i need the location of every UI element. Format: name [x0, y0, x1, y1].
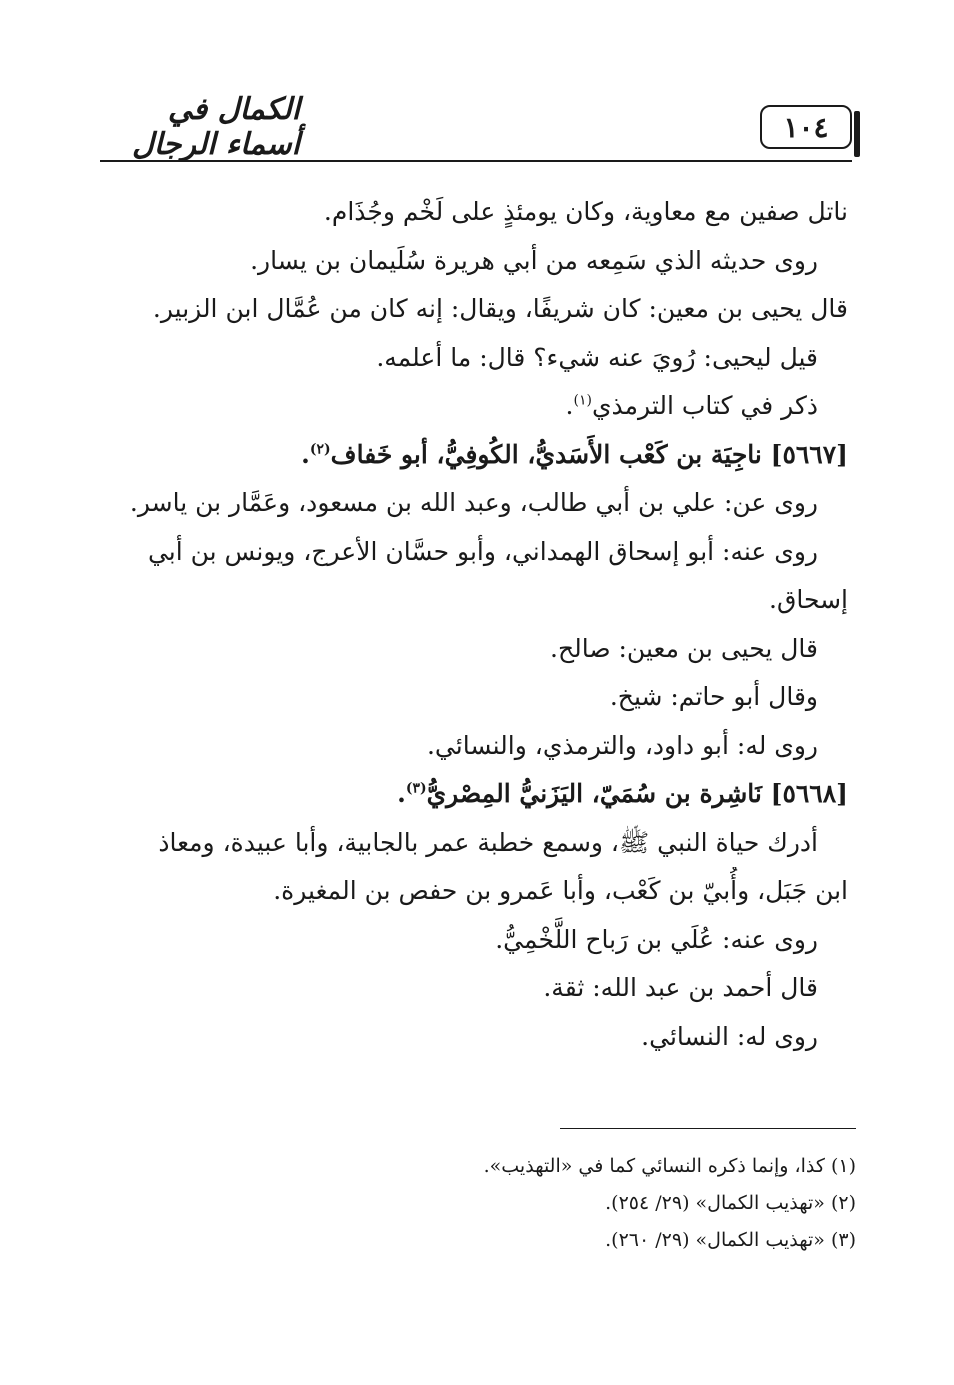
footnote: (٣) «تهذيب الكمال» (٢٩/ ٢٦٠). — [605, 1229, 856, 1251]
text-line: قال أحمد بن عبد الله: ثقة. — [543, 973, 818, 1002]
text-line: أدرك حياة النبي ﷺ، وسمع خطبة عمر بالجابية، وأبا عبيدة، ومعاذ — [158, 827, 818, 857]
footnote: (٢) «تهذيب الكمال» (٢٩/ ٢٥٤). — [605, 1192, 856, 1214]
text-line: ابن جَبَل، وأُبيّ بن كَعْب، وأبا عَمرو بن حفص بن المغيرة. — [273, 876, 848, 905]
text-line: روى عنه: أبو إسحاق الهمداني، وأبو حسَّان الأعرج، ويونس بن أبي — [147, 536, 818, 566]
text-line: روى عنه: عُلَي بن رَباح اللَّخْمِيُّ. — [495, 924, 818, 954]
text-segment: . — [301, 439, 310, 469]
footnote-ref: (٣) — [405, 780, 427, 797]
text-line: ناتل صفين مع معاوية، وكان يومئذٍ على لَخْم وجُذَام. — [323, 197, 848, 226]
text-line: روى له: النسائي. — [641, 1021, 818, 1051]
text-segment: ذكر في كتاب الترمذي — [591, 391, 818, 420]
page-number — [760, 105, 852, 149]
entry-number: [٥٦٦٨] — [770, 779, 848, 808]
main-text — [108, 188, 848, 1061]
text-line: وقال أبو حاتم: شيخ. — [609, 682, 818, 711]
header-divider — [100, 160, 852, 162]
entry-name: نَاشِرة بن سُمَيّ، اليَزَنيُّ المِصْريُّ — [426, 779, 762, 808]
entry-number: [٥٦٦٧] — [770, 439, 848, 469]
footnote-divider — [560, 1128, 856, 1129]
text-line: روى حديثه الذي سَمِعه من أبي هريرة سُلَيمان بن يسار. — [250, 245, 818, 275]
text-segment: . — [565, 391, 574, 420]
text-line — [108, 382, 848, 431]
text-line: قيل ليحيى: رُويَ عنه شيء؟ قال: ما أعلمه. — [376, 342, 818, 372]
footnotes — [400, 1148, 856, 1259]
page-number-text: ١٠٤ — [783, 110, 829, 144]
footnote: (١) كذا، وإنما ذكره النسائي كما في «التهذيب». — [483, 1155, 856, 1177]
footnote-ref: (٢) — [309, 441, 331, 458]
text-line: روى له: أبو داود، والترمذي، والنسائي. — [426, 730, 818, 760]
text-line: قال يحيى بن معين: كان شريفًا، ويقال: إنه كان من عُمَّال ابن الزبير. — [152, 294, 848, 323]
entry-name: ناجِيَة بن كَعْب الأَسَديُّ، الكُوفِيُّ، أبو خَفاف — [330, 439, 762, 469]
running-title: الكمال في أسماء الرجال — [131, 92, 300, 162]
entry-heading — [108, 431, 848, 480]
text-line: قال يحيى بن معين: صالح. — [550, 633, 818, 663]
text-line: روى عن: علي بن أبي طالب، وعبد الله بن مسعود، وعَمَّار بن ياسر. — [129, 488, 818, 517]
page-header — [100, 92, 852, 162]
entry-heading — [108, 770, 848, 819]
footnote-ref: (١) — [573, 392, 592, 409]
text-segment: . — [397, 779, 406, 808]
text-line: إسحاق. — [769, 585, 848, 614]
